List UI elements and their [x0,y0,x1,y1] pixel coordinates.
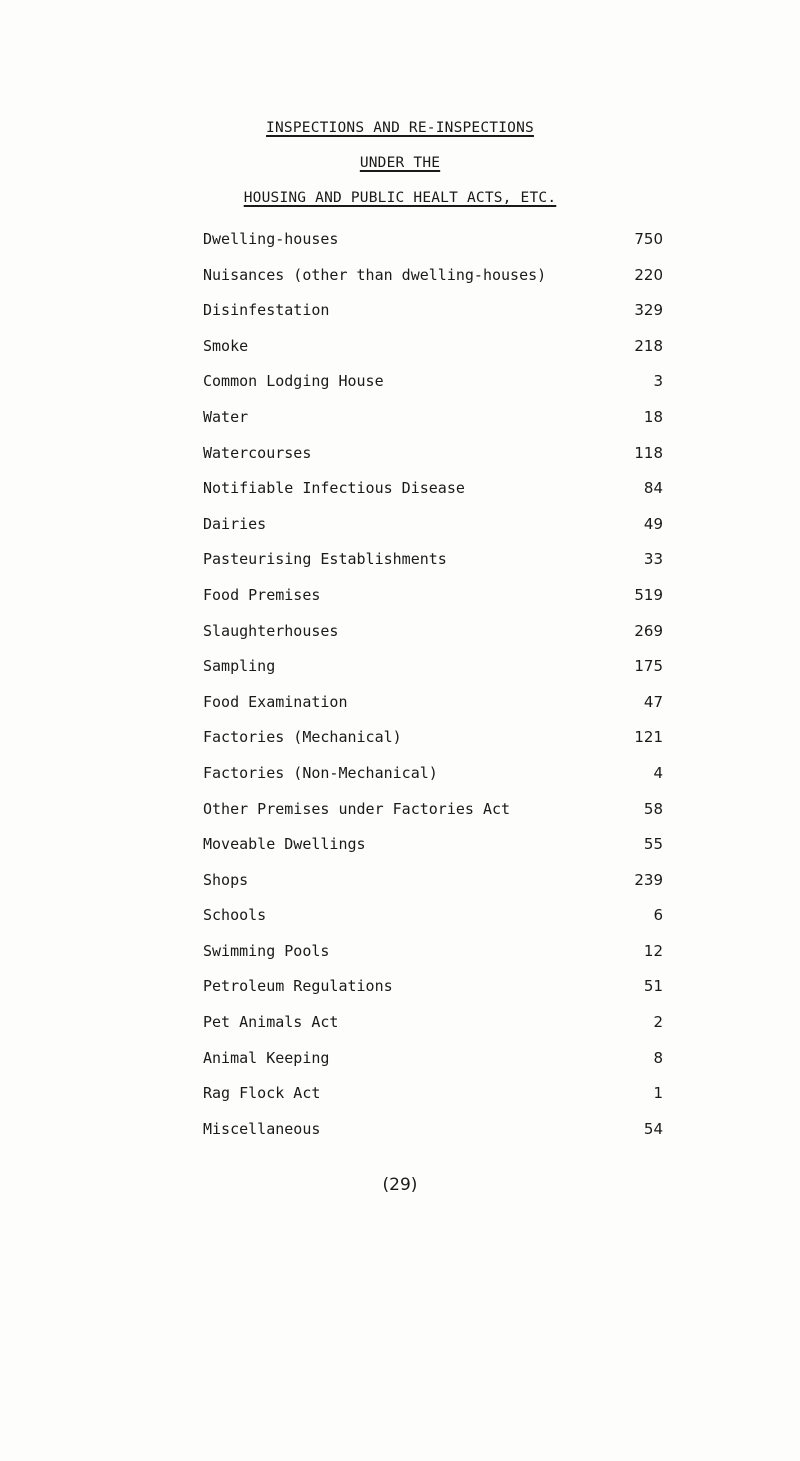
item-label: Smoke [203,336,249,355]
item-label: Slaughterhouses [203,621,339,640]
item-label: Factories (Mechanical) [203,728,402,747]
list-item [203,1049,663,1085]
item-label: Swimming Pools [203,941,330,960]
item-label: Factories (Non-Mechanical) [203,763,438,782]
item-label: Food Premises [203,585,321,604]
item-count: 750 [634,230,663,248]
item-label: Dwelling-houses [203,230,339,248]
item-label: Pet Animals Act [203,1013,339,1032]
item-count: 18 [643,407,663,426]
item-count: 118 [634,443,663,462]
item-label: Animal Keeping [203,1048,330,1067]
item-label: Other Premises under Factories Act [203,799,511,818]
inspection-list [203,230,663,1155]
list-item [203,301,663,337]
item-count: 8 [653,1048,663,1067]
item-count: 220 [634,265,663,284]
title-line-1: INSPECTIONS AND RE-INSPECTIONS [266,120,534,136]
item-label: Moveable Dwellings [203,835,366,854]
list-item [203,942,663,978]
item-label: Watercourses [203,443,312,462]
item-label: Pasteurising Establishments [203,550,447,569]
list-item [203,444,663,480]
list-item [203,977,663,1013]
list-item [203,906,663,942]
list-item [203,871,663,907]
item-count: 33 [643,550,663,569]
list-item [203,693,663,729]
item-label: Water [203,407,249,426]
item-count: 175 [634,657,663,676]
item-label: Miscellaneous [203,1119,321,1138]
item-count: 1 [653,1084,663,1103]
item-count: 218 [634,336,663,355]
item-count: 84 [643,479,663,498]
item-count: 3 [653,372,663,391]
list-item [203,586,663,622]
item-label: Rag Flock Act [203,1084,321,1103]
list-item [203,1013,663,1049]
item-label: Disinfestation [203,301,330,320]
list-item [203,408,663,444]
item-count: 121 [634,728,663,747]
list-item [203,515,663,551]
list-item [203,1084,663,1120]
list-item [203,622,663,658]
list-item [203,266,663,302]
item-count: 12 [643,941,663,960]
list-item [203,728,663,764]
title-line-2: UNDER THE [359,155,441,171]
list-item [203,657,663,693]
list-item [203,800,663,836]
item-count: 55 [643,835,663,854]
list-item [203,230,663,266]
item-count: 6 [653,906,663,925]
item-count: 4 [653,763,663,782]
list-item [203,550,663,586]
list-item [203,372,663,408]
item-label: Notifiable Infectious Disease [203,479,465,498]
item-label: Food Examination [203,692,348,711]
item-count: 51 [643,977,663,996]
item-count: 519 [634,585,663,604]
item-label: Common Lodging House [203,372,384,391]
list-item [203,835,663,871]
item-count: 58 [643,799,663,818]
item-count: 49 [643,514,663,533]
item-label: Petroleum Regulations [203,977,393,996]
item-count: 2 [653,1013,663,1032]
item-label: Nuisances (other than dwelling-houses) [203,265,547,284]
item-count: 47 [643,692,663,711]
list-item [203,764,663,800]
item-count: 239 [634,870,663,889]
item-count: 269 [634,621,663,640]
title-line-3: HOUSING AND PUBLIC HEALT ACTS, ETC. [243,190,557,206]
item-label: Dairies [203,514,267,533]
item-label: Schools [203,906,267,925]
list-item [203,1120,663,1156]
page-number: (29) [382,1175,418,1195]
list-item [203,479,663,515]
list-item [203,337,663,373]
item-count: 54 [643,1119,663,1138]
item-label: Shops [203,870,249,889]
item-count: 329 [634,301,663,320]
item-label: Sampling [203,657,276,676]
